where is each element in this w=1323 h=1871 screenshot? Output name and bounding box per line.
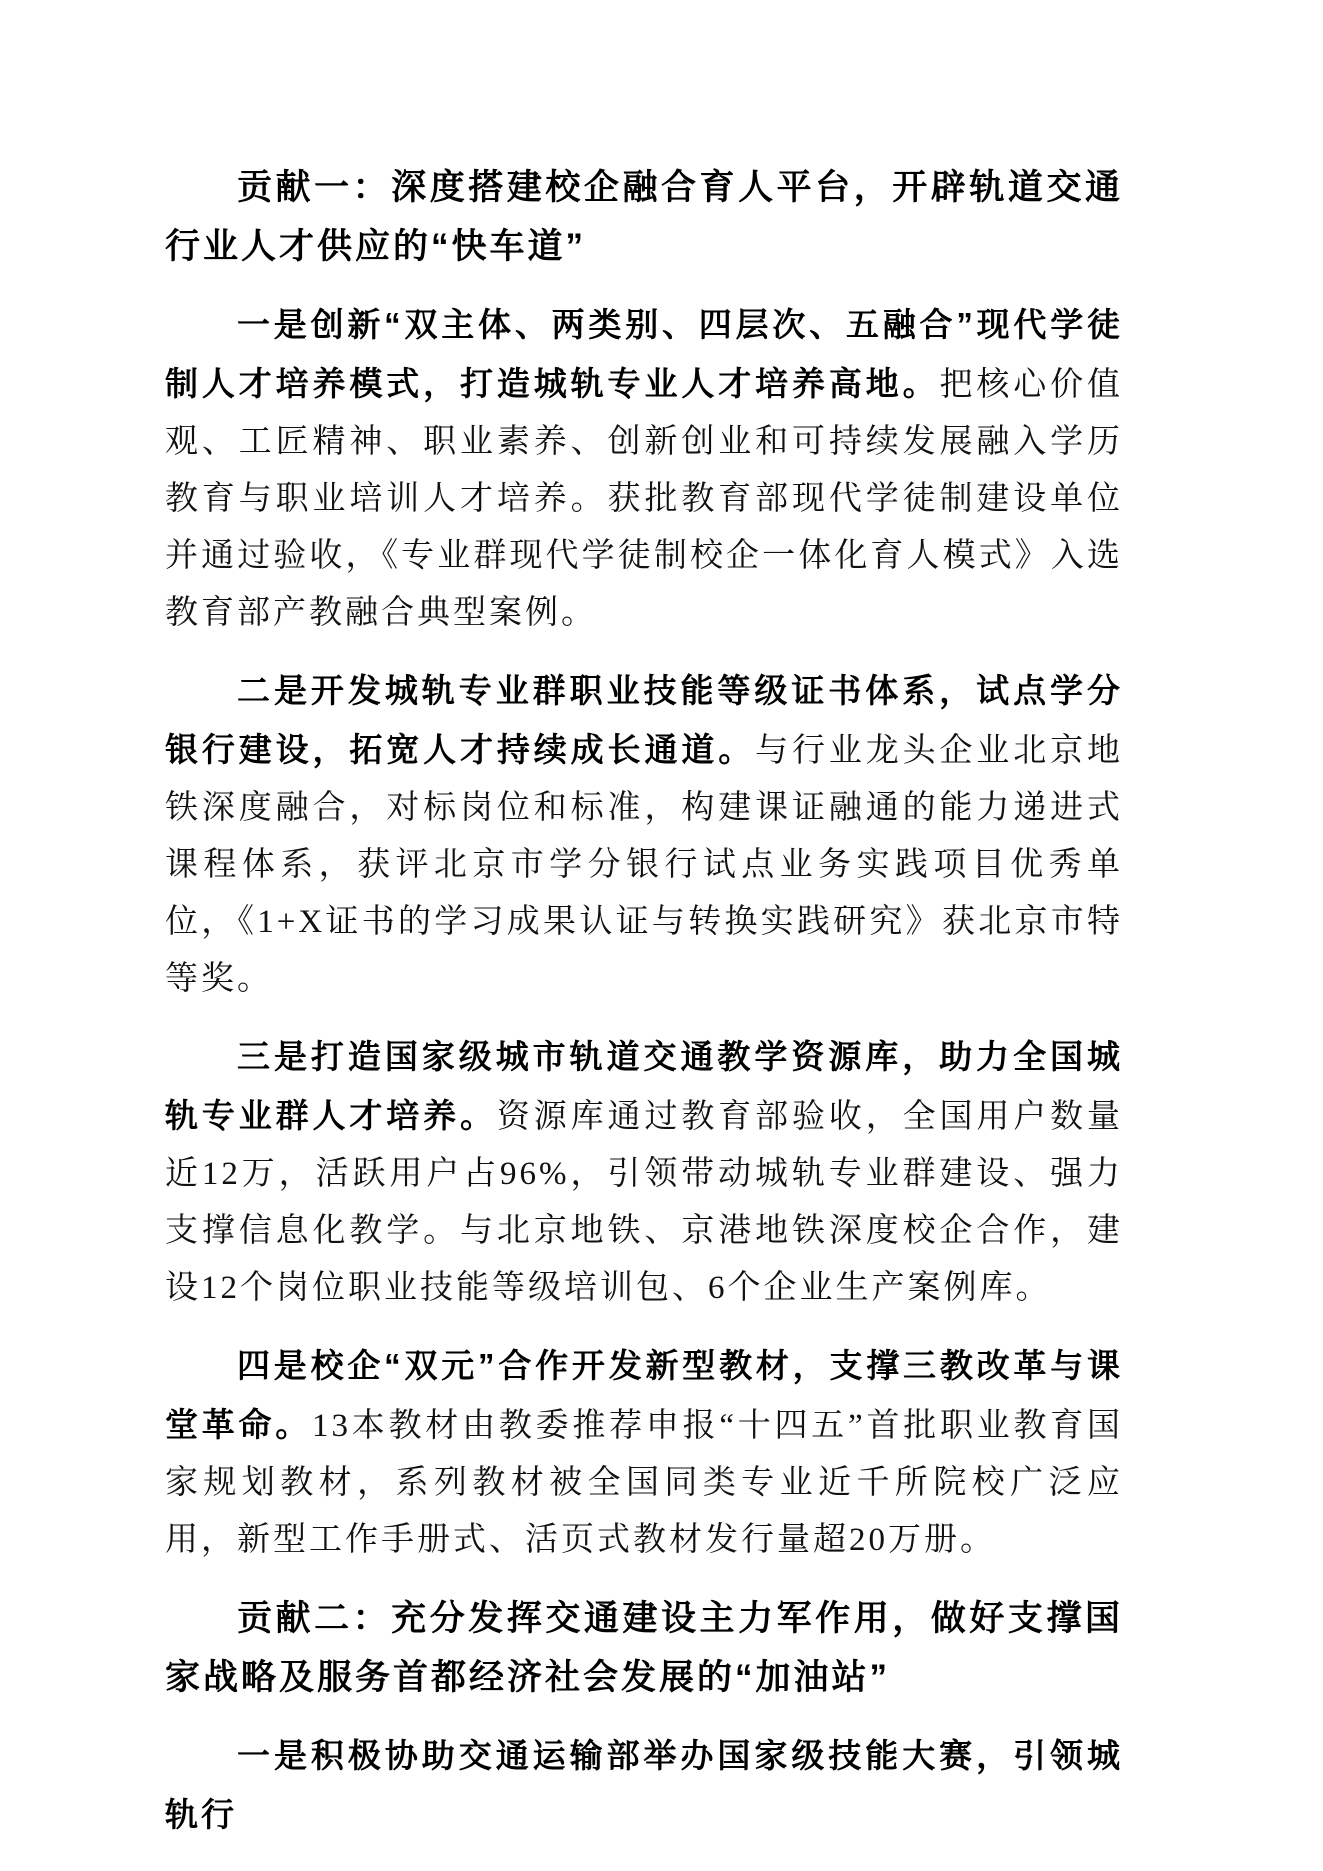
section-heading bbox=[165, 1589, 1123, 1707]
document-body bbox=[165, 158, 1123, 1845]
text-run-bold: 一是积极协助交通运输部举办国家级技能大赛，引领城轨行 bbox=[165, 1737, 1123, 1833]
text-run: 资源库通过教育部验收，全国用户数量近12万，活跃用户占96%，引领带动城轨专业群建设、强力支撑信息化教学。与北京地铁、京港地铁深度校企合作，建设12个岗位职业技能等级培训包、6个企业生产案例库。 bbox=[165, 1099, 1124, 1306]
text-run-bold: 四是校企“双元”合作开发新型教材，支撑三教改革与课堂革命。 bbox=[165, 1347, 1123, 1443]
text-run: 与行业龙头企业北京地铁深度融合，对标岗位和标准，构建课证融通的能力递进式课程体系，获评北京市学分银行试点业务实践项目优秀单位，《1+X证书的学习成果认证与转换实践研究》获北京市特等奖。 bbox=[165, 733, 1124, 997]
section-heading bbox=[165, 158, 1123, 276]
text-run-bold: 贡献二：充分发挥交通建设主力军作用，做好支撑国家战略及服务首都经济社会发展的“加油站” bbox=[165, 1599, 1123, 1697]
paragraph bbox=[165, 1028, 1123, 1317]
paragraph bbox=[165, 1337, 1123, 1569]
paragraph bbox=[165, 296, 1123, 642]
text-run-bold: 一是创新“双主体、两类别、四层次、五融合”现代学徒制人才培养模式，打造城轨专业人才培养高地。 bbox=[165, 306, 1123, 402]
text-run-bold: 贡献一：深度搭建校企融合育人平台，开辟轨道交通行业人才供应的“快车道” bbox=[165, 168, 1123, 266]
text-run: 把核心价值观、工匠精神、职业素养、创新创业和可持续发展融入学历教育与职业培训人才培养。获批教育部现代学徒制建设单位并通过验收，《专业群现代学徒制校企一体化育人模式》入选教育部产教融合典型案例。 bbox=[165, 367, 1124, 631]
paragraph bbox=[165, 1727, 1123, 1845]
text-run-bold: 二是开发城轨专业群职业技能等级证书体系，试点学分银行建设，拓宽人才持续成长通道。 bbox=[165, 672, 1123, 768]
paragraph bbox=[165, 662, 1123, 1008]
text-run: 13本教材由教委推荐申报“十四五”首批职业教育国家规划教材，系列教材被全国同类专业近千所院校广泛应用，新型工作手册式、活页式教材发行量超20万册。 bbox=[165, 1408, 1123, 1558]
text-run-bold: 三是打造国家级城市轨道交通教学资源库，助力全国城轨专业群人才培养。 bbox=[165, 1038, 1123, 1134]
